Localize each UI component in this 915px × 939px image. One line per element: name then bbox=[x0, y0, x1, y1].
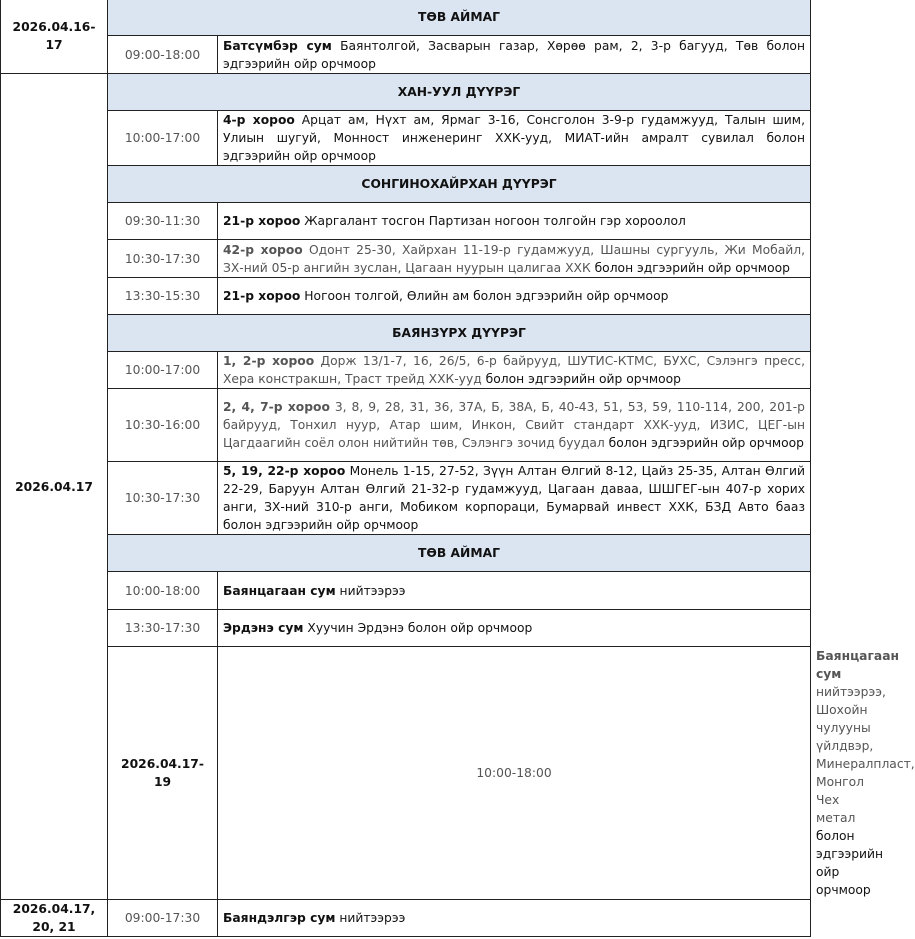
area-details: нийтээрээ bbox=[335, 583, 406, 598]
area-name: Батсүмбэр сум bbox=[223, 38, 332, 53]
area-tail: болон эдгээрийн ойр орчмоор bbox=[223, 518, 419, 532]
area-description bbox=[218, 462, 811, 535]
schedule-row bbox=[1, 572, 811, 610]
schedule-row bbox=[1, 203, 811, 240]
area-details: нийтээрээ, Шохойн чулууны үйлдвэр, Минералпласт, Монгол Чех метал bbox=[816, 685, 915, 825]
schedule-row bbox=[1, 462, 811, 535]
area-tail: болон эдгээрийн ойр орчмоор bbox=[604, 436, 804, 450]
area-description bbox=[218, 203, 811, 240]
schedule-row bbox=[1, 389, 811, 462]
schedule-row bbox=[1, 900, 811, 937]
date-cell: 2026.04.17 bbox=[1, 74, 108, 900]
time-cell: 10:00-18:00 bbox=[108, 572, 218, 610]
schedule-row bbox=[1, 111, 811, 166]
area-tail: болон эдгээрийн ойр орчмоор bbox=[590, 260, 790, 275]
area-description bbox=[218, 572, 811, 610]
area-name: 42-р хороо bbox=[223, 242, 303, 257]
area-description bbox=[218, 240, 811, 278]
region-header-row bbox=[1, 166, 811, 203]
time-cell: 09:00-18:00 bbox=[108, 36, 218, 74]
region-header: СОНГИНОХАЙРХАН ДҮҮРЭГ bbox=[108, 166, 811, 203]
area-name: 21-р хороо bbox=[223, 214, 301, 228]
region-header: ХАН-УУЛ ДҮҮРЭГ bbox=[108, 74, 811, 111]
area-description bbox=[218, 111, 811, 166]
area-name: Эрдэнэ сум bbox=[223, 621, 304, 635]
area-tail: болон эдгээрийн ойр орчмоор bbox=[816, 829, 884, 897]
area-name: Баянцагаан сум bbox=[816, 649, 899, 681]
area-details: Арцат ам, Нүхт ам, Ярмаг 3-16, Сонсголон 3-9-р гудамжууд, Талын шим, Улиын шугуй, Монност инженеринг ХХК-ууд, МИАТ-ийн амралт сувилал болон эдгээрийн ойр орчмоор bbox=[223, 113, 805, 163]
region-header: ТӨВ АЙМАГ bbox=[108, 0, 811, 36]
area-details: Баянтолгой, Засварын газар, Хөрөө рам, 2, 3-р багууд, Төв болон bbox=[331, 38, 805, 53]
area-details: Дорж 13/1-7, 16, 26/5, 6-р байрууд, ШУТИС-КТМС, БУХС, Сэлэнгэ пресс, Хера констракшн, Траст трейд ХХК-ууд bbox=[223, 354, 805, 386]
schedule-row bbox=[1, 610, 811, 647]
area-name: 5, 19, 22-р хороо bbox=[223, 464, 346, 478]
time-cell: 10:30-16:00 bbox=[108, 389, 218, 462]
date-cell: 2026.04.16-17 bbox=[1, 0, 108, 74]
region-header-row bbox=[1, 535, 811, 572]
schedule-row bbox=[1, 352, 811, 389]
region-header-row bbox=[1, 74, 811, 111]
time-cell: 10:30-17:30 bbox=[108, 462, 218, 535]
area-tail: эдгээрийн ойр орчмоор bbox=[223, 56, 376, 71]
time-cell: 09:00-17:30 bbox=[108, 900, 218, 937]
date-cell: 2026.04.17, 20, 21 bbox=[1, 900, 108, 937]
region-header-row bbox=[1, 315, 811, 352]
area-details: Ногоон толгой, Өлийн ам bbox=[300, 289, 470, 303]
time-cell: 10:00-17:00 bbox=[108, 111, 218, 166]
region-header: БАЯНЗҮРХ ДҮҮРЭГ bbox=[108, 315, 811, 352]
area-description bbox=[218, 389, 811, 462]
area-details: 3, 8, 9, 28, 31, 36, 37А, Б, 38А, Б, 40-43, 51, 53, 59, 110-114, 200, 201-р байрууд, Тонхил нуур, Атар шим, Инкон, Свийт стандарт ХХК-ууд, ИЗИС, ЦЕГ-ын Цагдаагийн соёл олон нийтийн төв, Сэлэнгэ зочид буудал bbox=[223, 400, 805, 450]
area-description bbox=[218, 900, 811, 937]
time-cell: 09:30-11:30 bbox=[108, 203, 218, 240]
area-name: 1, 2-р хороо bbox=[223, 354, 315, 368]
area-details: Одонт 25-30, Хайрхан 11-19-р гудамжууд, Шашны сургууль, Жи Мобайл, ЗХ-ний 05-р ангийн зуслан, Цагаан нуурын цалигаа ХХК bbox=[223, 242, 805, 275]
time-cell: 10:30-17:30 bbox=[108, 240, 218, 278]
schedule-row bbox=[1, 278, 811, 315]
area-name: 4-р хороо bbox=[223, 113, 295, 127]
area-details: Жаргалант тосгон Партизан ногоон толгойн гэр хороолол bbox=[300, 214, 686, 228]
area-name: Баяндэлгэр сум bbox=[223, 911, 336, 925]
time-cell: 13:30-17:30 bbox=[108, 610, 218, 647]
area-tail: болон эдгээрийн ойр орчмоор bbox=[469, 289, 669, 303]
time-cell: 10:00-18:00 bbox=[218, 647, 811, 900]
area-tail: болон эдгээрийн ойр орчмоор bbox=[481, 372, 681, 386]
area-details: нийтээрээ bbox=[335, 911, 406, 925]
area-description bbox=[218, 610, 811, 647]
area-description bbox=[218, 36, 811, 74]
region-header: ТӨВ АЙМАГ bbox=[108, 535, 811, 572]
area-details: Хуучин Эрдэнэ болон ойр орчмоор bbox=[303, 621, 533, 635]
area-name: 21-р хороо bbox=[223, 289, 301, 303]
schedule-row bbox=[1, 36, 811, 74]
region-header-row bbox=[1, 0, 811, 36]
schedule-row bbox=[1, 647, 811, 900]
area-name: 2, 4, 7-р хороо bbox=[223, 400, 330, 414]
time-cell: 10:00-17:00 bbox=[108, 352, 218, 389]
area-description bbox=[218, 352, 811, 389]
schedule-body bbox=[1, 0, 915, 937]
area-details: Монель 1-15, 27-52, Зүүн Алтан Өлгий 8-12, Цайз 25-35, Алтан Өлгий 22-29, Баруун Алтан Өлгий 21-32-р гудамжууд, Цагаан даваа, ШШГЕГ-ын 407-р хорих анги, ЗХ-ний 310-р анги, Мобиком корпораци, Бумарвай инвест ХХК, БЗД Авто бааз bbox=[223, 464, 805, 514]
schedule-row bbox=[1, 240, 811, 278]
time-cell: 13:30-15:30 bbox=[108, 278, 218, 315]
area-name: Баянцагаан сум bbox=[223, 583, 336, 598]
area-description bbox=[218, 278, 811, 315]
date-cell: 2026.04.17-19 bbox=[108, 647, 218, 900]
